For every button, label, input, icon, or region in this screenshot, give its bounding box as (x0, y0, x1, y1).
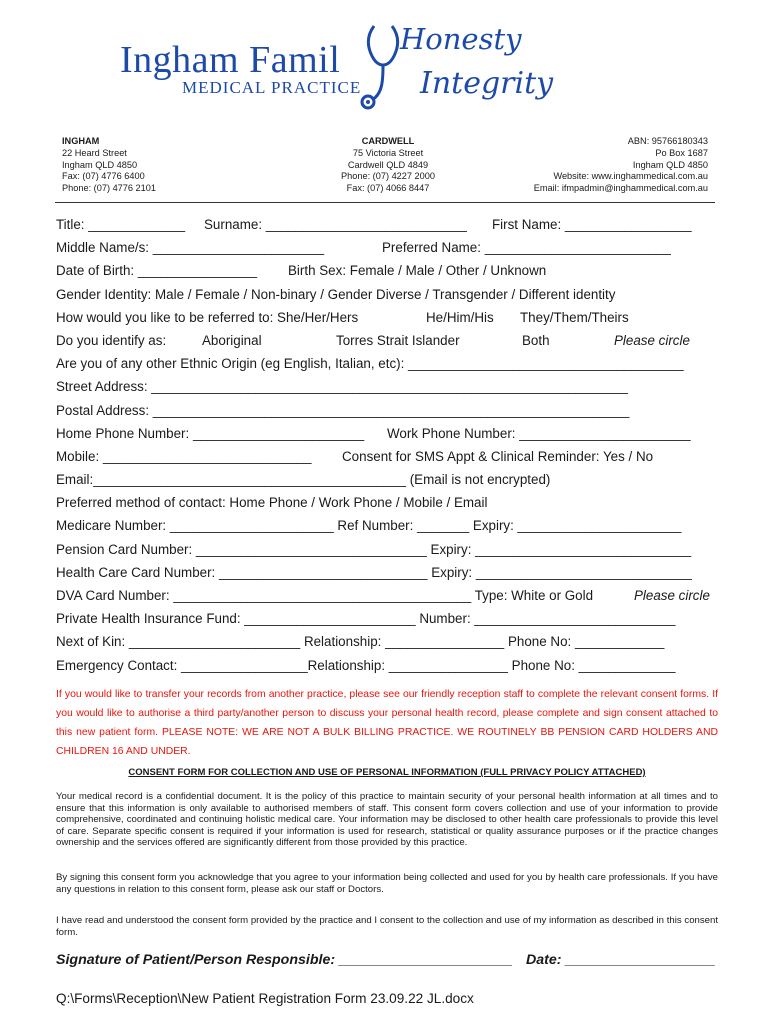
cardwell-heading: CARDWELL (361, 136, 415, 146)
ingham-street: 22 Heard Street (62, 147, 127, 158)
consent-paragraph-2: By signing this consent form you acknowledge that you agree to your information being collected and used for you by health care professionals. If you have any questions in relation to this consent form, please ask our staff or Doctors. (56, 872, 718, 895)
dva-card-field[interactable]: DVA Card Number: ________________________________________ Type: White or Gold (56, 588, 594, 603)
cardwell-street: 75 Victoria Street (352, 147, 424, 158)
logo-motto-honesty: Honesty (400, 22, 522, 56)
sms-consent-options[interactable]: Consent for SMS Appt & Clinical Reminder: Yes / No (342, 448, 654, 464)
consent-heading: CONSENT FORM FOR COLLECTION AND USE OF PERSONAL INFORMATION (FULL PRIVACY POLICY ATTACHED) (128, 767, 646, 778)
next-of-kin-field[interactable]: Next of Kin: _______________________ Relationship: ________________ Phone No: ____________ (56, 634, 665, 650)
practice-logo (120, 22, 620, 114)
cardwell-town: Cardwell QLD 4849 (347, 159, 429, 170)
pronoun-he[interactable]: He/Him/His (426, 309, 494, 325)
name-row (56, 216, 718, 239)
identify-question: Do you identify as: (56, 332, 167, 348)
website: Website: www.inghammedical.com.au (553, 171, 708, 182)
ethnic-origin-field[interactable]: Are you of any other Ethnic Origin (eg English, Italian, etc): _____________________________________ (56, 356, 684, 372)
pronouns-row (56, 309, 718, 332)
logo-motto-integrity: Integrity (420, 66, 554, 101)
identify-aboriginal[interactable]: Aboriginal (202, 332, 262, 348)
ingham-phone: Phone: (07) 4776 2101 (62, 183, 156, 194)
identify-torres-strait[interactable]: Torres Strait Islander (336, 332, 460, 348)
abn-number: ABN: 95766180343 (627, 136, 708, 146)
medicare-row (56, 517, 718, 540)
ingham-address (62, 136, 156, 195)
health-care-card-field[interactable]: Health Care Card Number: ____________________________ Expiry: _____________________________ (56, 564, 692, 580)
po-box: Po Box 1687 (655, 147, 708, 158)
mobile-field[interactable]: Mobile: ____________________________ (56, 448, 312, 464)
gender-identity-options[interactable]: Gender Identity: Male / Female / Non-binary / Gender Diverse / Transgender / Different identity (56, 286, 616, 302)
email-row (56, 471, 718, 494)
dob-field[interactable]: Date of Birth: ________________ (56, 263, 258, 279)
transfer-notice-text: If you would like to transfer your records from another practice, please see our friendly reception staff to complete the relevant consent forms. If you would like to authorise a third party/another person to discuss your personal health record, please complete and sign consent attached to this new patient form. PLEASE NOTE: WE ARE NOT A BULK BILLING PRACTICE. WE ROUTINELY BB PENSION CARD HOLDERS AND CHILDREN 16 AND UNDER. (56, 688, 718, 758)
ingham-town: Ingham QLD 4850 (62, 159, 138, 170)
cardwell-phone: Phone: (07) 4227 2000 (341, 171, 435, 182)
middle-names-field[interactable]: Middle Name/s: _______________________ (56, 240, 325, 256)
identify-note: Please circle (614, 332, 690, 348)
pronoun-question[interactable]: How would you like to be referred to: She/Her/Hers (56, 309, 359, 325)
street-address-field[interactable]: Street Address: ________________________________________________________________ (56, 379, 628, 395)
emergency-contact-field[interactable]: Emergency Contact: _________________Relationship: ________________ Phone No: _____________ (56, 657, 676, 673)
email-field[interactable]: Email:__________________________________________ (Email is not encrypted) (56, 472, 551, 488)
file-path-footer: Q:\Forms\Reception\New Patient Registration Form 23.09.22 JL.docx (56, 991, 474, 1006)
signature-field[interactable]: Signature of Patient/Person Responsible: ______________________ (56, 952, 513, 968)
work-phone-field[interactable]: Work Phone Number: _______________________ (387, 425, 691, 441)
dva-row (56, 587, 718, 610)
preferred-contact-row (56, 494, 718, 517)
preferred-contact-options[interactable]: Preferred method of contact: Home Phone / Work Phone / Mobile / Email (56, 495, 488, 511)
cardwell-fax: Fax: (07) 4066 8447 (346, 183, 430, 194)
title-field[interactable]: Title: _____________ (56, 217, 186, 232)
abn-contact-block (534, 136, 708, 195)
identify-both[interactable]: Both (522, 332, 550, 348)
email-address: Email: ifmpadmin@inghammedical.com.au (533, 183, 708, 194)
po-town: Ingham QLD 4850 (632, 159, 708, 170)
first-name-field[interactable]: First Name: _________________ (492, 217, 692, 232)
dva-note: Please circle (634, 588, 710, 603)
private-health-field[interactable]: Private Health Insurance Fund: _______________________ Number: ___________________________ (56, 611, 676, 627)
pension-card-field[interactable]: Pension Card Number: _______________________________ Expiry: _____________________________ (56, 541, 692, 557)
mobile-row (56, 448, 718, 471)
emergency-row (56, 657, 718, 680)
date-field[interactable]: Date: ___________________ (526, 952, 716, 968)
identify-row (56, 332, 718, 355)
ingham-heading: INGHAM (62, 136, 100, 146)
home-phone-field[interactable]: Home Phone Number: _______________________ (56, 425, 365, 441)
ethnic-row (56, 355, 718, 378)
consent-paragraph-1: Your medical record is a confidential document. It is the policy of this practice to maintain security of your personal health information at all times and to ensure that this information is only available to authorised members of staff. This consent form covers collection and use of your information to provide comprehensive, coordinated and continuing holistic medical care. Your information may be disclosed to other health care professionals to provide this level of care. Separate specific consent is required if your information is used for research, statistical or quality assurance purposes or if the practice changes ownership and the services offered are significantly different from those provided by this practice. (56, 791, 718, 849)
preferred-name-field[interactable]: Preferred Name: _________________________ (382, 240, 671, 256)
surname-field[interactable]: Surname: ___________________________ (204, 217, 467, 232)
gender-identity-row (56, 286, 718, 309)
birth-sex-options[interactable]: Birth Sex: Female / Male / Other / Unknown (288, 263, 547, 279)
ingham-fax: Fax: (07) 4776 6400 (62, 171, 145, 182)
postal-row (56, 402, 718, 425)
private-health-row (56, 610, 718, 633)
header-divider (55, 202, 715, 203)
transfer-notice (56, 685, 718, 762)
consent-paragraph-3: I have read and understood the consent form provided by the practice and I consent to the collection and use of my information as described in this consent form. (56, 915, 718, 938)
medicare-field[interactable]: Medicare Number: ______________________ Ref Number: _______ Expiry: ______________________ (56, 518, 682, 534)
middle-name-row (56, 239, 718, 262)
registration-form (56, 216, 718, 762)
health-care-row (56, 564, 718, 587)
cardwell-address (332, 136, 444, 195)
postal-address-field[interactable]: Postal Address: ________________________________________________________________ (56, 402, 630, 418)
dob-row (56, 262, 718, 285)
next-of-kin-row (56, 633, 718, 656)
street-row (56, 378, 718, 401)
pronoun-they[interactable]: They/Them/Theirs (520, 309, 629, 325)
phone-row (56, 425, 718, 448)
logo-subtitle: MEDICAL PRACTICE (182, 78, 362, 97)
logo-practice-name: Ingham Famil (120, 39, 341, 81)
pension-row (56, 541, 718, 564)
